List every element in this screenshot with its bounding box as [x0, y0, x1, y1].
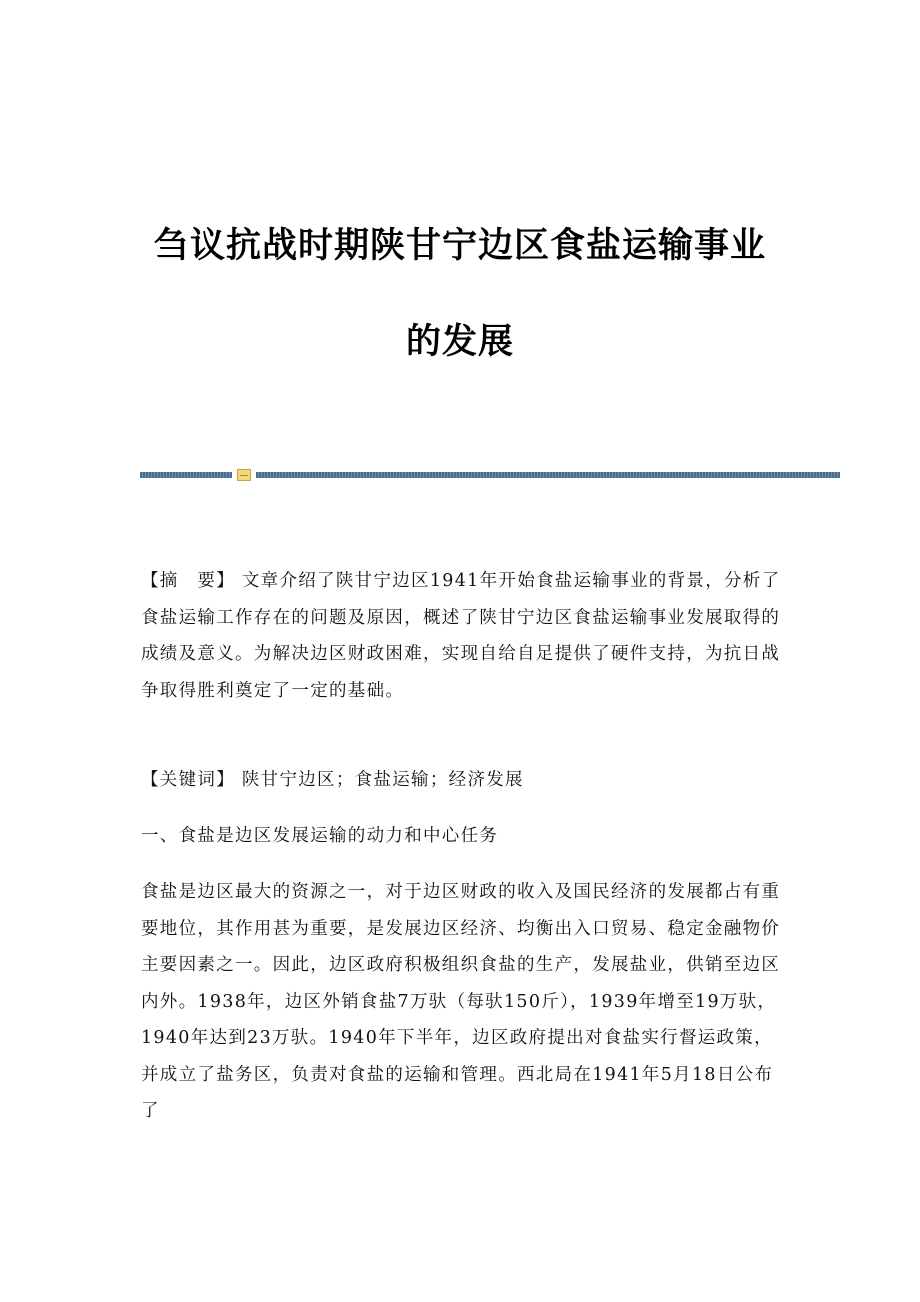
- abstract-text: 文章介绍了陕甘宁边区1941年开始食盐运输事业的背景，分析了食盐运输工作存在的问题及原因，概述了陕甘宁边区食盐运输事业发展取得的成绩及意义。为解决边区财政困难，实现自给自足提供了硬件支持，为抗日战争取得胜利奠定了一定的基础。: [141, 571, 781, 701]
- section-heading: 一、食盐是边区发展运输的动力和中心任务: [141, 826, 499, 846]
- divider-bar-right: [256, 472, 840, 478]
- title-divider: [140, 469, 840, 481]
- envelope-icon: [237, 469, 251, 481]
- document-title-line-1: 刍议抗战时期陕甘宁边区食盐运输事业: [153, 226, 766, 266]
- section-body-paragraph: 食盐是边区最大的资源之一，对于边区财政的收入及国民经济的发展都占有重要地位，其作用甚为重要，是发展边区经济、均衡出入口贸易、稳定金融物价主要因素之一。因此，边区政府积极组织食盐的生产，发展盐业，供销至边区内外。1938年，边区外销食盐7万驮（每驮150斤），1939年增至19万驮，1940年达到23万驮。1940年下半年，边区政府提出对食盐实行督运政策，并成立了盐务区，负责对食盐的运输和管理。西北局在1941年5月18日公布了: [141, 882, 781, 1121]
- document-title-line-2: 的发展: [405, 322, 514, 362]
- keywords-paragraph: [141, 762, 781, 799]
- divider-bar-left: [140, 472, 232, 478]
- abstract-paragraph: [141, 563, 781, 709]
- keywords-label: 【关键词】: [141, 770, 235, 790]
- keywords-text: 陕甘宁边区；食盐运输；经济发展: [235, 770, 524, 790]
- abstract-label: 【摘 要】: [141, 571, 235, 591]
